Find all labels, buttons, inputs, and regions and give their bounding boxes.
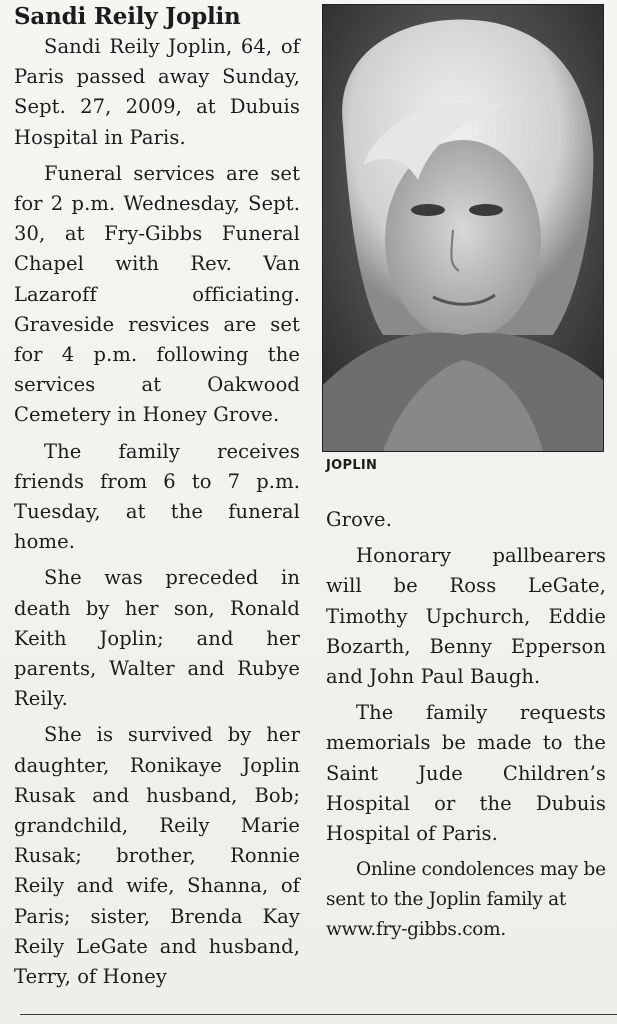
paragraph-continuation: Grove.: [326, 508, 392, 531]
paragraph-survivors: She is survived by her daughter, Ronikaye Joplin Rusak and husband, Bob; grandchild, Reily Marie Rusak; brother, Ronnie Reily and wife, Shanna, of Paris; sister, Brenda Kay Reily LeGate and husband, Terry, of Honey: [14, 723, 300, 989]
paragraph-memorials: The family requests memorials be made to the Saint Jude Children’s Hospital or the Dubuis Hospital of Paris.: [326, 701, 606, 846]
obituary-headline: Sandi Reily Joplin: [14, 3, 241, 30]
paragraph-death-notice: Sandi Reily Joplin, 64, of Paris passed away Sunday, Sept. 27, 2009, at Dubuis Hospital in Paris.: [14, 35, 300, 149]
paragraph-preceded-in-death: She was preceded in death by her son, Ronald Keith Joplin; and her parents, Walter and Rubye Reily.: [14, 566, 300, 711]
bottom-divider: [20, 1014, 617, 1015]
left-column: [14, 2, 300, 998]
portrait-image: [323, 5, 603, 451]
paragraph-pallbearers: Honorary pallbearers will be Ross LeGate, Timothy Upchurch, Eddie Bozarth, Benny Epperson and John Paul Baugh.: [326, 544, 606, 689]
photo-caption: JOPLIN: [326, 458, 378, 473]
paragraph-online-condolences: Online condolences may be sent to the Joplin family at www.fry-gibbs.com.: [326, 859, 606, 941]
paragraph-funeral-services: Funeral services are set for 2 p.m. Wednesday, Sept. 30, at Fry-Gibbs Funeral Chapel with Rev. Van Lazaroff officiating. Graveside resvices are set for 4 p.m. following the services at Oakwood Cemetery in Honey Grove.: [14, 161, 300, 427]
paragraph-visitation: The family receives friends from 6 to 7 p.m. Tuesday, at the funeral home.: [14, 439, 300, 554]
right-column: [326, 505, 606, 945]
portrait-photo: [322, 4, 604, 452]
